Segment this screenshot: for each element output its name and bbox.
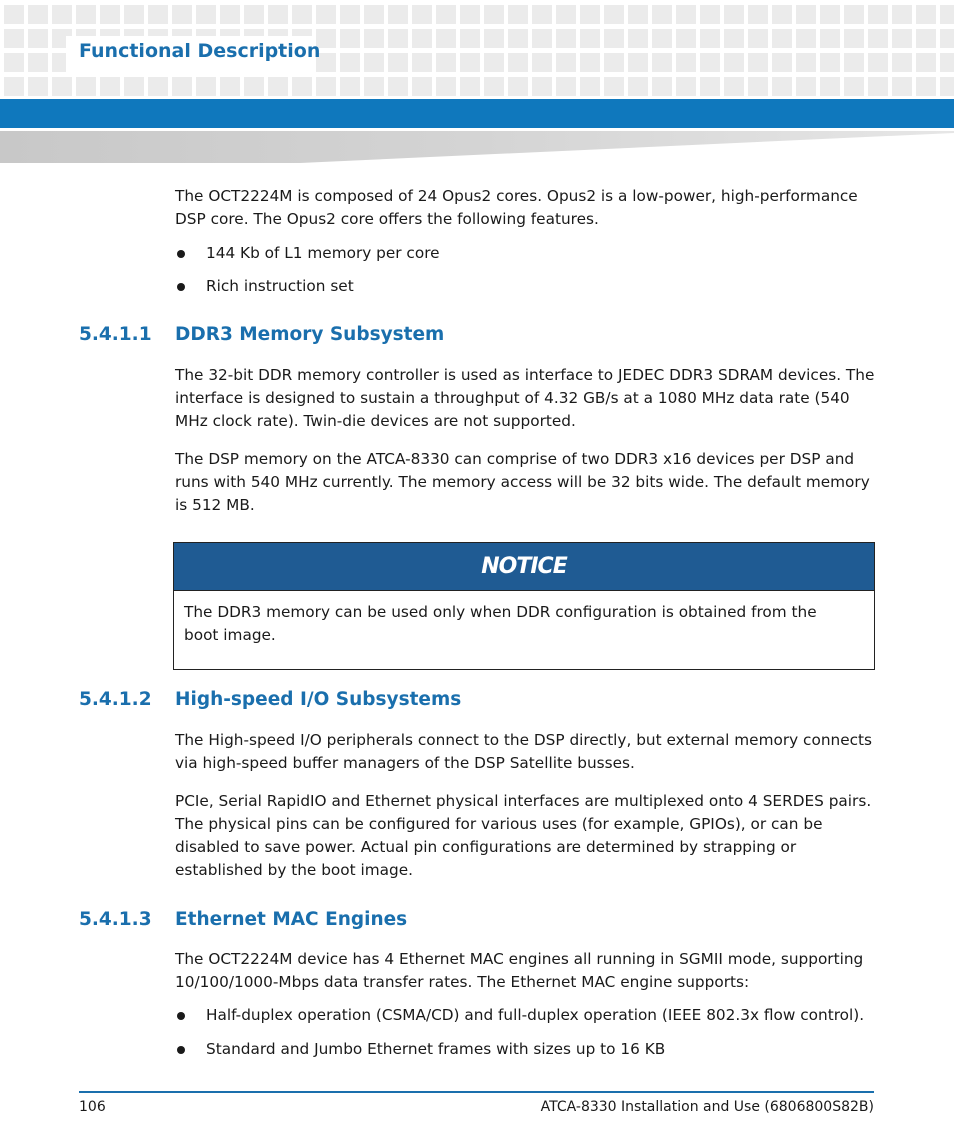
paragraph: The 32-bit DDR memory controller is used as interface to JEDEC DDR3 SDRAM devices. The interface is designed to sustain a throughput of 4.32 GB/s at a 1080 MHz data rate (540 MHz clock rate). Twin-die devices are not supported.	[175, 366, 875, 430]
notice-box	[173, 542, 875, 670]
section-number: 5.4.1.1	[79, 324, 152, 345]
paragraph: The DSP memory on the ATCA-8330 can comprise of two DDR3 x16 devices per DSP and runs with 540 MHz currently. The memory access will be 32 bits wide. The default memory is 512 MB.	[175, 450, 870, 514]
paragraph: PCIe, Serial RapidIO and Ethernet physical interfaces are multiplexed onto 4 SERDES pairs. The physical pins can be configured for various uses (for example, GPIOs), or can be disabled to save power. Actual pin configurations are determined by strapping or established by the boot image.	[175, 792, 872, 879]
section-title: Ethernet MAC Engines	[175, 909, 408, 930]
paragraph: The OCT2224M device has 4 Ethernet MAC engines all running in SGMII mode, supporting 10/100/1000-Mbps data transfer rates. The Ethernet MAC engine supports:	[175, 950, 864, 991]
document-title: ATCA-8330 Installation and Use (6806800S82B)	[540, 1099, 874, 1115]
header-blue-band	[0, 99, 954, 128]
bullet-icon	[177, 1046, 185, 1054]
page-number: 106	[79, 1099, 106, 1115]
header-gray-swoosh	[0, 131, 954, 163]
paragraph: The High-speed I/O peripherals connect to the DSP directly, but external memory connects via high-speed buffer managers of the DSP Satellite busses.	[175, 731, 873, 772]
list-item-text: Half-duplex operation (CSMA/CD) and full-duplex operation (IEEE 802.3x flow control).	[206, 1006, 865, 1024]
list-item-text: Standard and Jumbo Ethernet frames with sizes up to 16 KB	[206, 1040, 666, 1058]
section-number: 5.4.1.2	[79, 689, 152, 710]
section-title: DDR3 Memory Subsystem	[175, 324, 445, 345]
bullet-icon	[177, 250, 185, 258]
notice-label: NOTICE	[481, 554, 567, 579]
section-title: High-speed I/O Subsystems	[175, 689, 462, 710]
footer-divider	[79, 1091, 874, 1093]
list-item-text: Rich instruction set	[206, 277, 354, 295]
bullet-icon	[177, 283, 185, 291]
chapter-title: Functional Description	[79, 40, 321, 62]
bullet-icon	[177, 1012, 185, 1020]
section-number: 5.4.1.3	[79, 909, 152, 930]
list-item-text: 144 Kb of L1 memory per core	[206, 244, 440, 262]
notice-text: The DDR3 memory can be used only when DDR configuration is obtained from the boot image.	[184, 603, 817, 644]
notice-header	[174, 543, 874, 591]
intro-paragraph: The OCT2224M is composed of 24 Opus2 cores. Opus2 is a low-power, high-performance DSP core. The Opus2 core offers the following features.	[175, 187, 858, 228]
